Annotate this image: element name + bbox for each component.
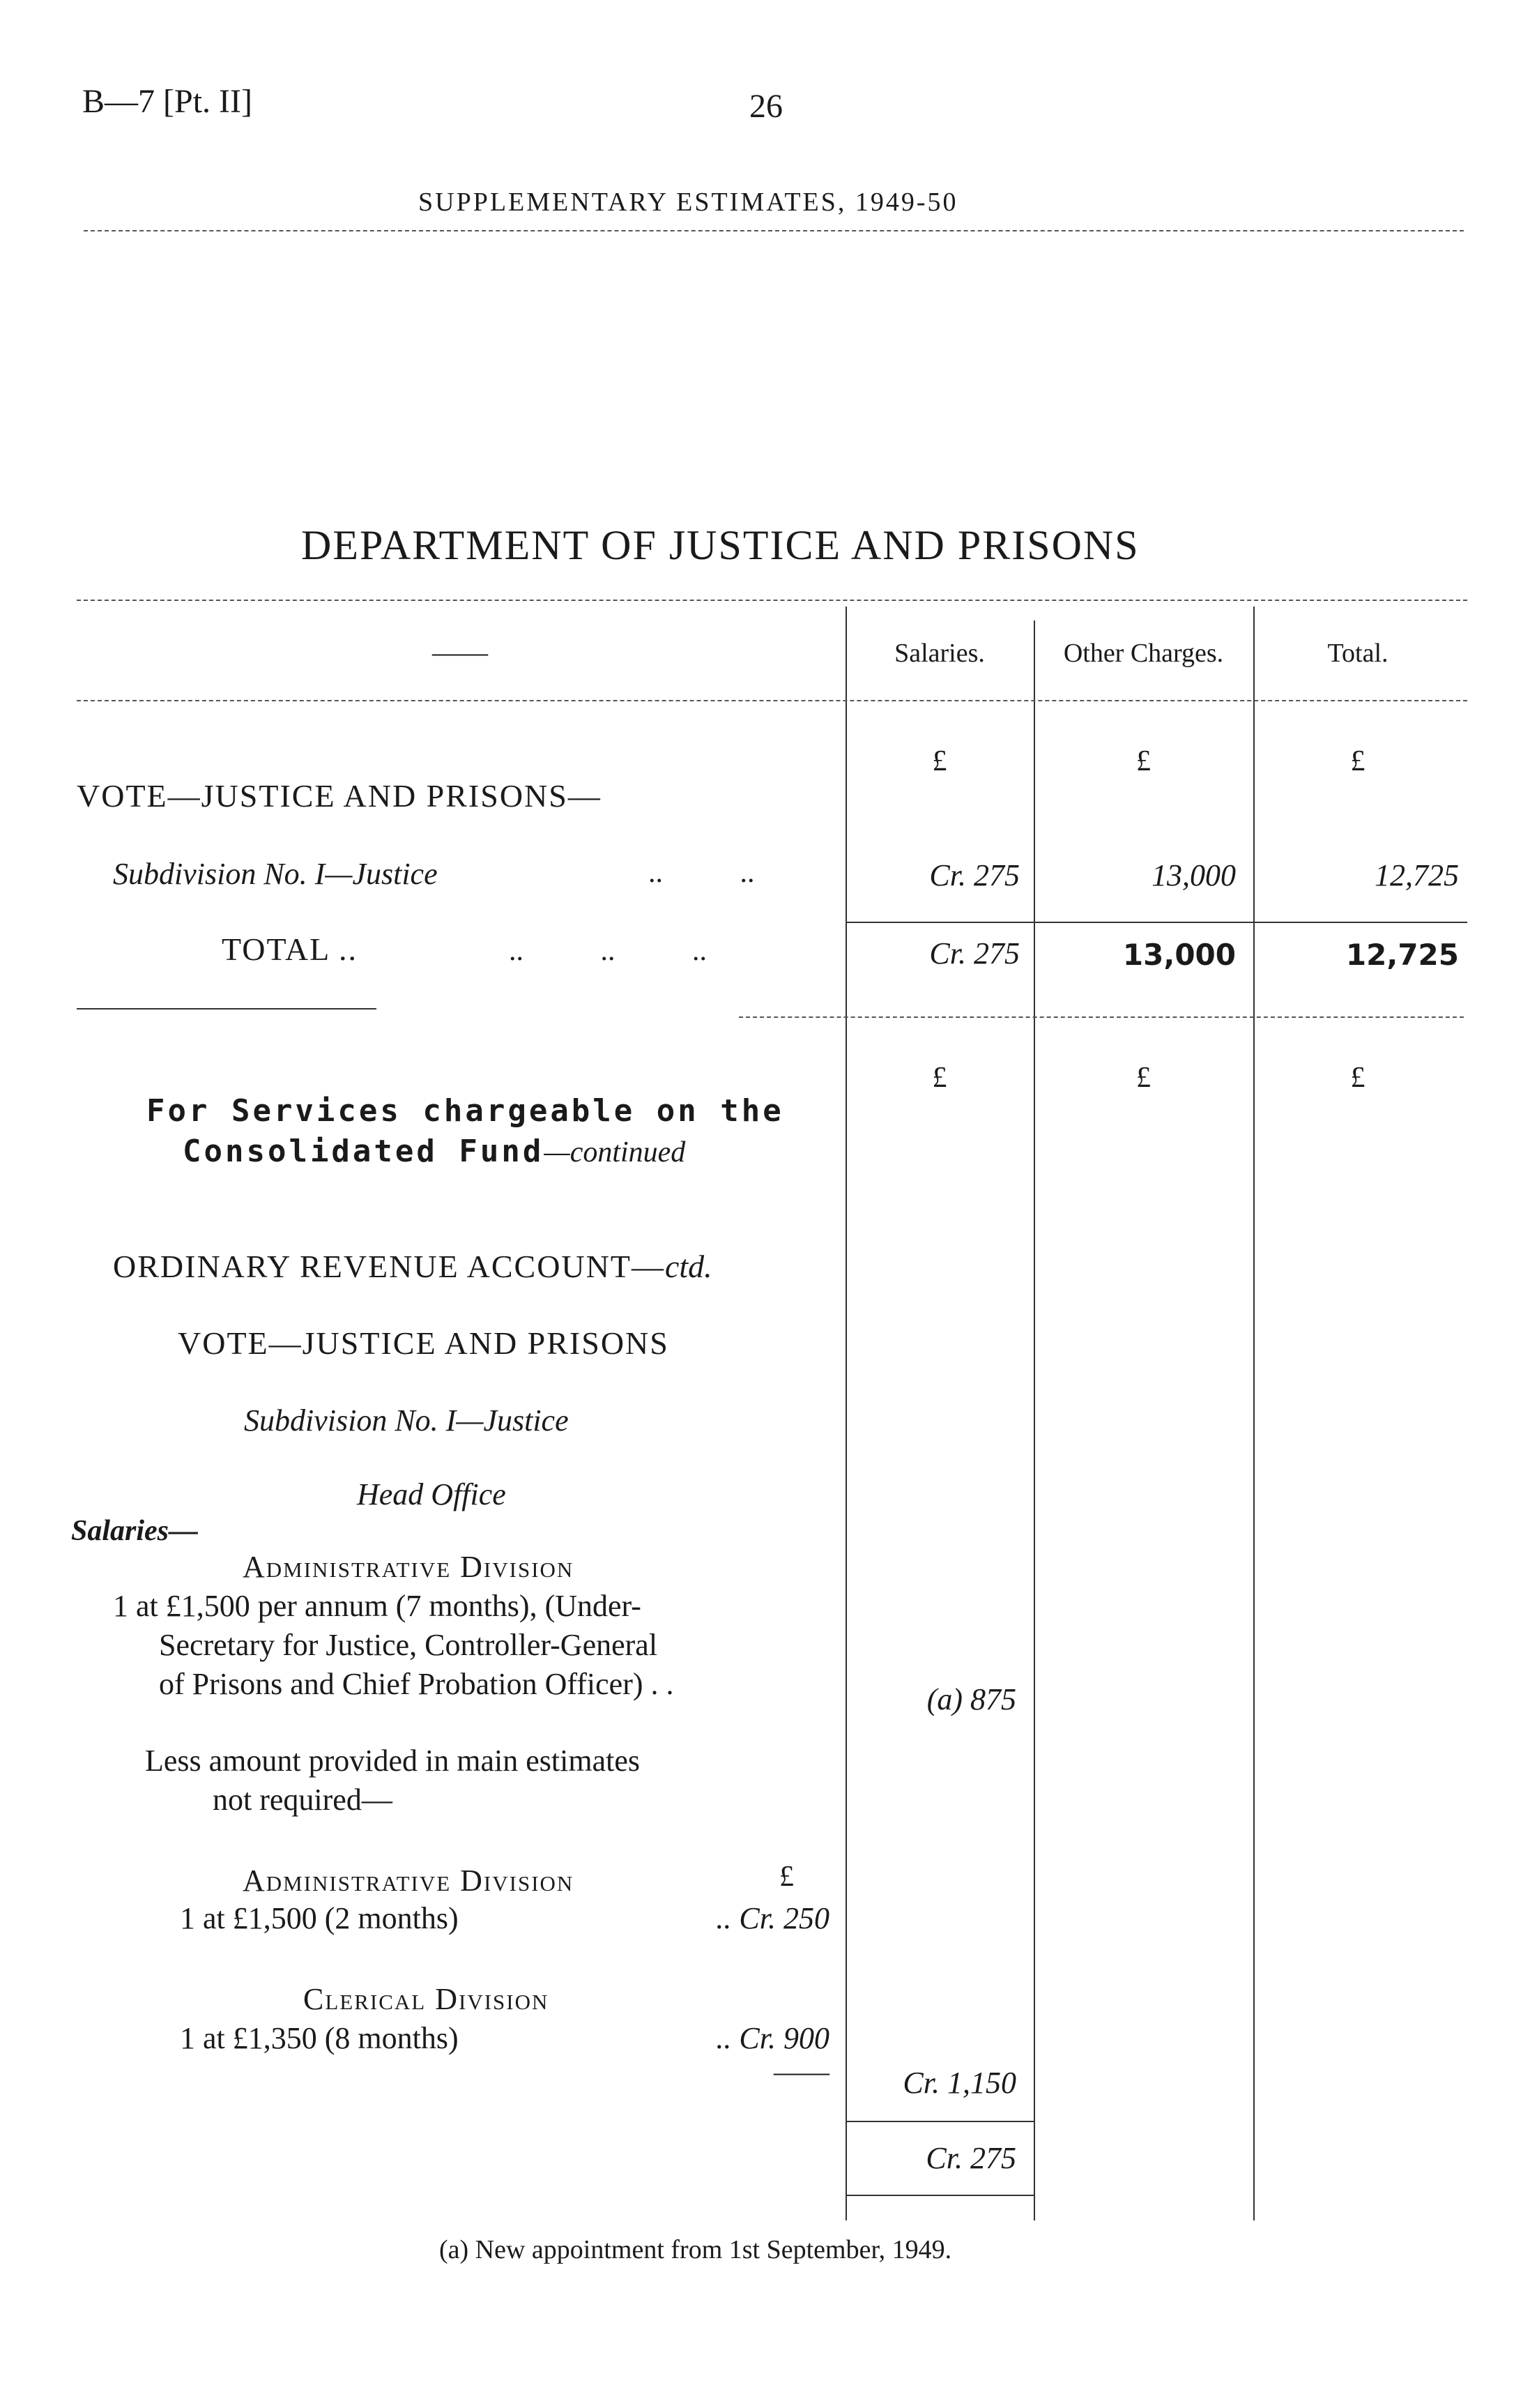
summary-total-salaries — [846, 936, 1020, 971]
summary-total-salaries-value: Cr. 275 — [929, 936, 1020, 970]
page-reference: B—7 [Pt. II] — [82, 83, 252, 120]
less-line2: not required— — [213, 1783, 392, 1817]
salaries-label: Salaries— — [71, 1515, 199, 1547]
footnote: (a) New appointment from 1st September, 1949. — [439, 2235, 952, 2264]
account-heading-text: ORDINARY REVENUE ACCOUNT— — [113, 1249, 665, 1284]
clerical-amount: .. Cr. 900 — [716, 2021, 829, 2055]
summary-total-leader: .. .. .. — [509, 935, 707, 967]
detail-currency-other: £ — [1136, 1062, 1151, 1094]
services-heading-continued: —continued — [544, 1136, 686, 1168]
head-office: Head Office — [357, 1477, 506, 1511]
summary-row-salaries: Cr. 275 — [929, 858, 1020, 892]
services-heading-fund: Consolidated Fund — [183, 1134, 544, 1169]
less-total: Cr. 1,150 — [903, 2066, 1016, 2100]
col-header-salaries: Salaries. — [894, 639, 985, 668]
admin-line1: 1 at £1,500 per annum (7 months), (Under- — [113, 1589, 641, 1623]
clerical-division-heading: Clerical Division — [303, 1982, 549, 2016]
admin-amount: (a) 875 — [926, 1682, 1016, 1716]
admin-line2: Secretary for Justice, Controller-General — [159, 1628, 658, 1662]
detail-vote-heading: VOTE—JUSTICE AND PRISONS — [178, 1325, 669, 1361]
column-divider-total — [1253, 607, 1255, 2220]
admin-line3: of Prisons and Chief Probation Officer) . . — [159, 1667, 674, 1701]
currency-total: £ — [1350, 745, 1365, 777]
summary-row-total: 12,725 — [1375, 858, 1459, 892]
summary-row-label: Subdivision No. I—Justice — [113, 857, 438, 891]
detail-subdivision: Subdivision No. I—Justice — [244, 1403, 569, 1438]
account-heading — [113, 1248, 712, 1285]
currency-other: £ — [1136, 745, 1151, 777]
header-rule — [84, 230, 1464, 231]
detail-currency-total: £ — [1350, 1062, 1365, 1094]
summary-vote-heading: VOTE—JUSTICE AND PRISONS— — [77, 778, 602, 814]
account-heading-ctd: ctd. — [664, 1249, 712, 1284]
net-total-bottom-rule — [846, 2195, 1034, 2196]
summary-end-rule-left — [77, 1008, 376, 1009]
less-admin-line: 1 at £1,500 (2 months) — [180, 1901, 459, 1935]
admin-division-heading: Administrative Division — [243, 1550, 574, 1584]
col-header-other-charges: Other Charges. — [1063, 639, 1224, 668]
table-top-rule — [77, 600, 1467, 601]
department-title: DEPARTMENT OF JUSTICE AND PRISONS — [301, 522, 1140, 568]
subtotal-dash: —— — [774, 2056, 829, 2087]
column-divider-salaries — [846, 607, 847, 2220]
header-bottom-rule — [77, 700, 1467, 701]
services-heading-line2 — [183, 1134, 685, 1169]
summary-total-total: 12,725 — [1345, 938, 1459, 972]
less-line1: Less amount provided in main estimates — [145, 1744, 640, 1778]
col-header-blank: —— — [432, 637, 488, 668]
less-currency: £ — [779, 1861, 794, 1893]
summary-row-other-charges: 13,000 — [1152, 858, 1236, 892]
net-total: Cr. 275 — [926, 2141, 1016, 2175]
summary-end-rule-right — [739, 1016, 1464, 1018]
page-number: 26 — [749, 88, 783, 125]
col-header-total: Total. — [1327, 639, 1389, 668]
net-total-top-rule — [846, 2121, 1034, 2122]
summary-total-other-charges: 13,000 — [1122, 938, 1236, 972]
clerical-line: 1 at £1,350 (8 months) — [180, 2021, 459, 2055]
currency-salaries: £ — [932, 745, 947, 777]
summary-total-label: TOTAL .. — [222, 931, 358, 967]
less-admin-division-heading: Administrative Division — [243, 1864, 574, 1898]
detail-currency-salaries: £ — [932, 1062, 947, 1094]
services-heading-line1: For Services chargeable on the — [146, 1093, 784, 1129]
less-admin-amount: .. Cr. 250 — [716, 1901, 829, 1935]
running-title: SUPPLEMENTARY ESTIMATES, 1949-50 — [418, 188, 958, 217]
summary-row-leader: .. .. — [648, 857, 755, 889]
total-top-rule — [846, 922, 1467, 923]
